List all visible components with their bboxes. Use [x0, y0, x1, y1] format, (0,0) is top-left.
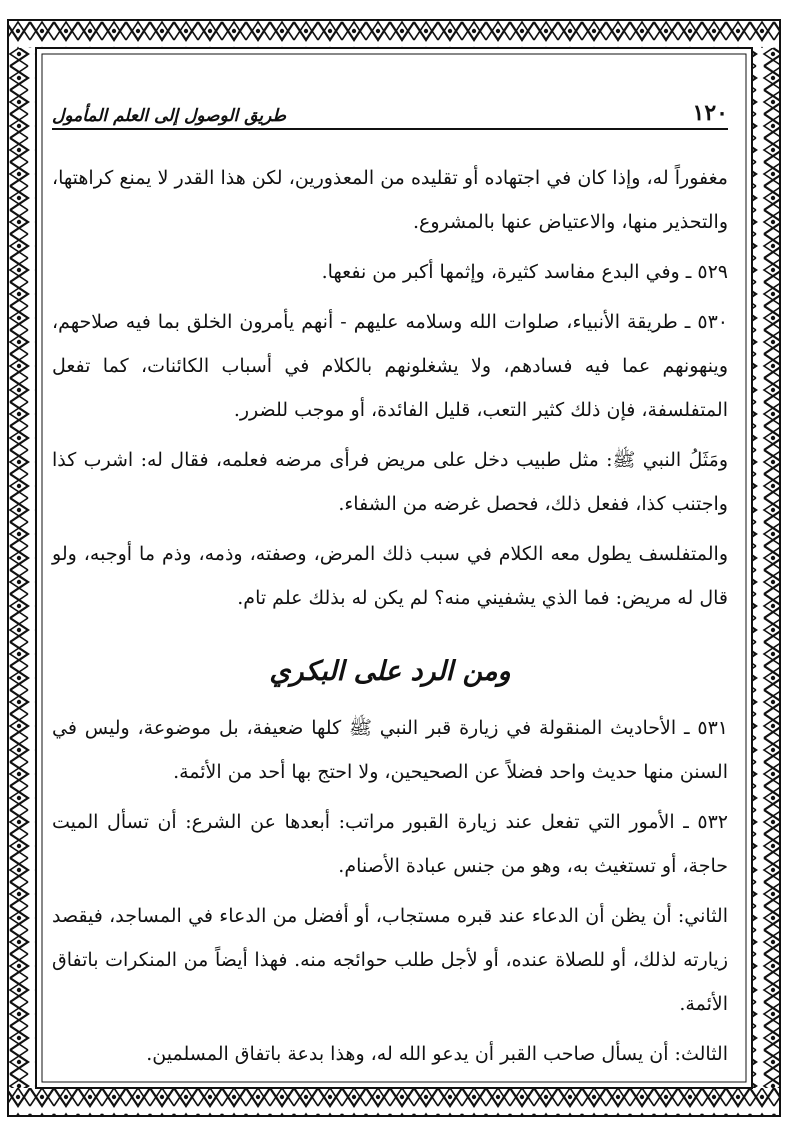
paragraph-third-rank: الثالث: أن يسأل صاحب القبر أن يدعو الله له، وهذا بدعة باتفاق المسلمين.	[146, 1043, 728, 1065]
page-number: ١٢٠	[692, 100, 728, 126]
book-page	[52, 96, 728, 1065]
section-heading: ومن الرد على البكري	[269, 656, 511, 687]
running-title: طريق الوصول إلى العلم المأمول	[52, 106, 287, 126]
paragraph-530: ٥٣٠ ـ طريقة الأنبياء، صلوات الله وسلامه عليهم - أنهم يأمرون الخلق بما فيه صلاحهم، وينهونهم عما فيه فسادهم، ولا يشغلونهم بالكلام في أسباب الكائنات، كما تفعل المتفلسفة، فإن ذلك كثير التعب، قليل الفائدة، أو موجب للضرر.	[52, 311, 728, 421]
paragraph-physician-parable: ومَثَلُ النبي ﷺ: مثل طبيب دخل على مريض فرأى مرضه فعلمه، فقال له: اشرب كذا واجتنب كذا، ففعل ذلك، فحصل غرضه من الشفاء.	[52, 449, 728, 515]
paragraph-continuation: مغفوراً له، وإذا كان في اجتهاده أو تقليده من المعذورين، لكن هذا القدر لا يمنع كراهتها، والتحذير منها، والاعتياض عنها بالمشروع.	[52, 167, 728, 233]
paragraph-philosopher: والمتفلسف يطول معه الكلام في سبب ذلك المرض، وصفته، وذمه، وذم ما أوجبه، ولو قال له مريض: فما الذي يشفيني منه؟ لم يكن له بذلك علم تام.	[52, 543, 728, 609]
page-header	[52, 96, 728, 130]
paragraph-532: ٥٣٢ ـ الأمور التي تفعل عند زيارة القبور مراتب: أبعدها عن الشرع: أن تسأل الميت حاجة، أو تستغيث به، وهو من جنس عبادة الأصنام.	[52, 811, 728, 877]
paragraph-531: ٥٣١ ـ الأحاديث المنقولة في زيارة قبر النبي ﷺ كلها ضعيفة، بل موضوعة، وليس في السنن منها حديث واحد فضلاً عن الصحيحين، ولا احتج بها أحد من الأئمة.	[52, 717, 728, 783]
page-body	[52, 130, 728, 1076]
paragraph-529: ٥٢٩ ـ وفي البدع مفاسد كثيرة، وإثمها أكبر من نفعها.	[321, 261, 728, 283]
paragraph-second-rank: الثاني: أن يظن أن الدعاء عند قبره مستجاب، أو أفضل من الدعاء في المساجد، فيقصد زيارته لذلك، أو للصلاة عنده، أو لأجل طلب حوائجه منه. فهذا أيضاً من المنكرات باتفاق الأئمة.	[52, 905, 728, 1015]
